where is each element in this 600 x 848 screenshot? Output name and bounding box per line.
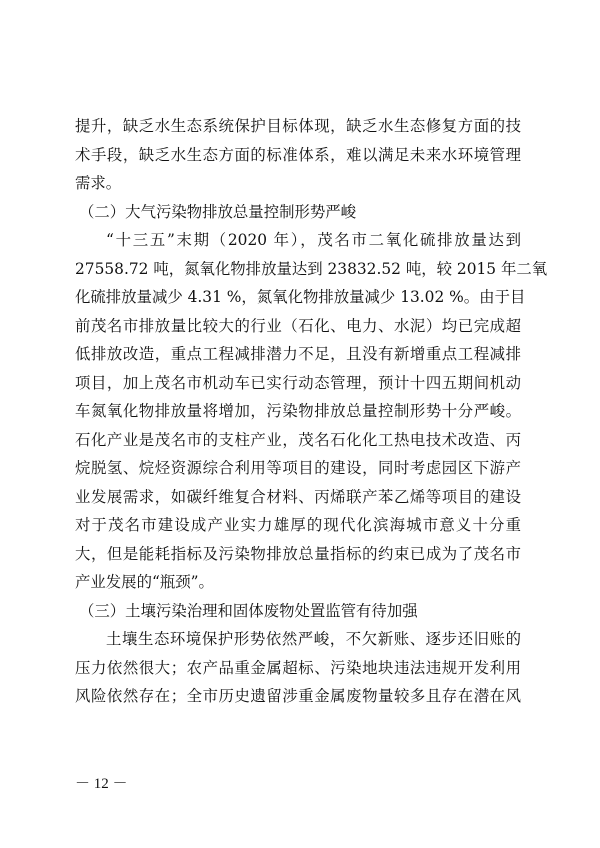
text-line: 烷脱氢、烷烃资源综合利用等项目的建设，同时考虑园区下游产 — [75, 459, 521, 477]
text-line: 土壤生态环境保护形势依然严峻，不欠新账、逐步还旧账的 — [106, 630, 521, 648]
text-line: 化硫排放量减少 4.31 %，氮氧化物排放量减少 13.02 %。由于目 — [75, 288, 526, 306]
page-number: － 12 － — [75, 776, 128, 792]
text-line: 提升，缺乏水生态系统保护目标体现，缺乏水生态修复方面的技 — [75, 117, 521, 135]
section-heading: （三）土壤污染治理和固体废物处置监管有待加强 — [79, 601, 418, 620]
text-line: “十三五”末期（2020 年），茂名市二氧化硫排放量达到 — [106, 231, 521, 249]
text-line: 大，但是能耗指标及污染物排放总量指标的约束已成为了茂名市 — [75, 544, 521, 563]
text-line: 产业发展的“瓶颈”。 — [75, 573, 214, 591]
text-line: 项目，加上茂名市机动车已实行动态管理，预计十四五期间机动 — [75, 373, 521, 392]
text-line: 车氮氧化物排放量将增加，污染物排放总量控制形势十分严峻。 — [75, 402, 521, 420]
text-line: 需求。 — [75, 174, 122, 192]
text-line: 低排放改造，重点工程减排潜力不足，且没有新增重点工程减排 — [75, 345, 521, 363]
text-line: 压力依然很大；农产品重金属超标、污染地块违法违规开发利用 — [75, 658, 521, 677]
document-page — [75, 112, 548, 711]
text-line: 对于茂名市建设成产业实力雄厚的现代化滨海城市意义十分重 — [75, 516, 521, 534]
text-line: 石化产业是茂名市的支柱产业，茂名石化化工热电技术改造、丙 — [75, 430, 521, 449]
text-line: 术手段，缺乏水生态方面的标准体系，难以满足未来水环境管理 — [75, 145, 521, 164]
text-line: 业发展需求，如碳纤维复合材料、丙烯联产苯乙烯等项目的建设 — [75, 487, 521, 506]
text-line: 前茂名市排放量比较大的行业（石化、电力、水泥）均已完成超 — [75, 316, 521, 335]
text-line: 27558.72 吨，氮氧化物排放量达到 23832.52 吨，较 2015 年二氧 — [75, 259, 548, 278]
text-line: 风险依然存在；全市历史遗留涉重金属废物量较多且存在潜在风 — [75, 687, 521, 705]
section-heading: （二）大气污染物排放总量控制形势严峻 — [79, 202, 357, 221]
